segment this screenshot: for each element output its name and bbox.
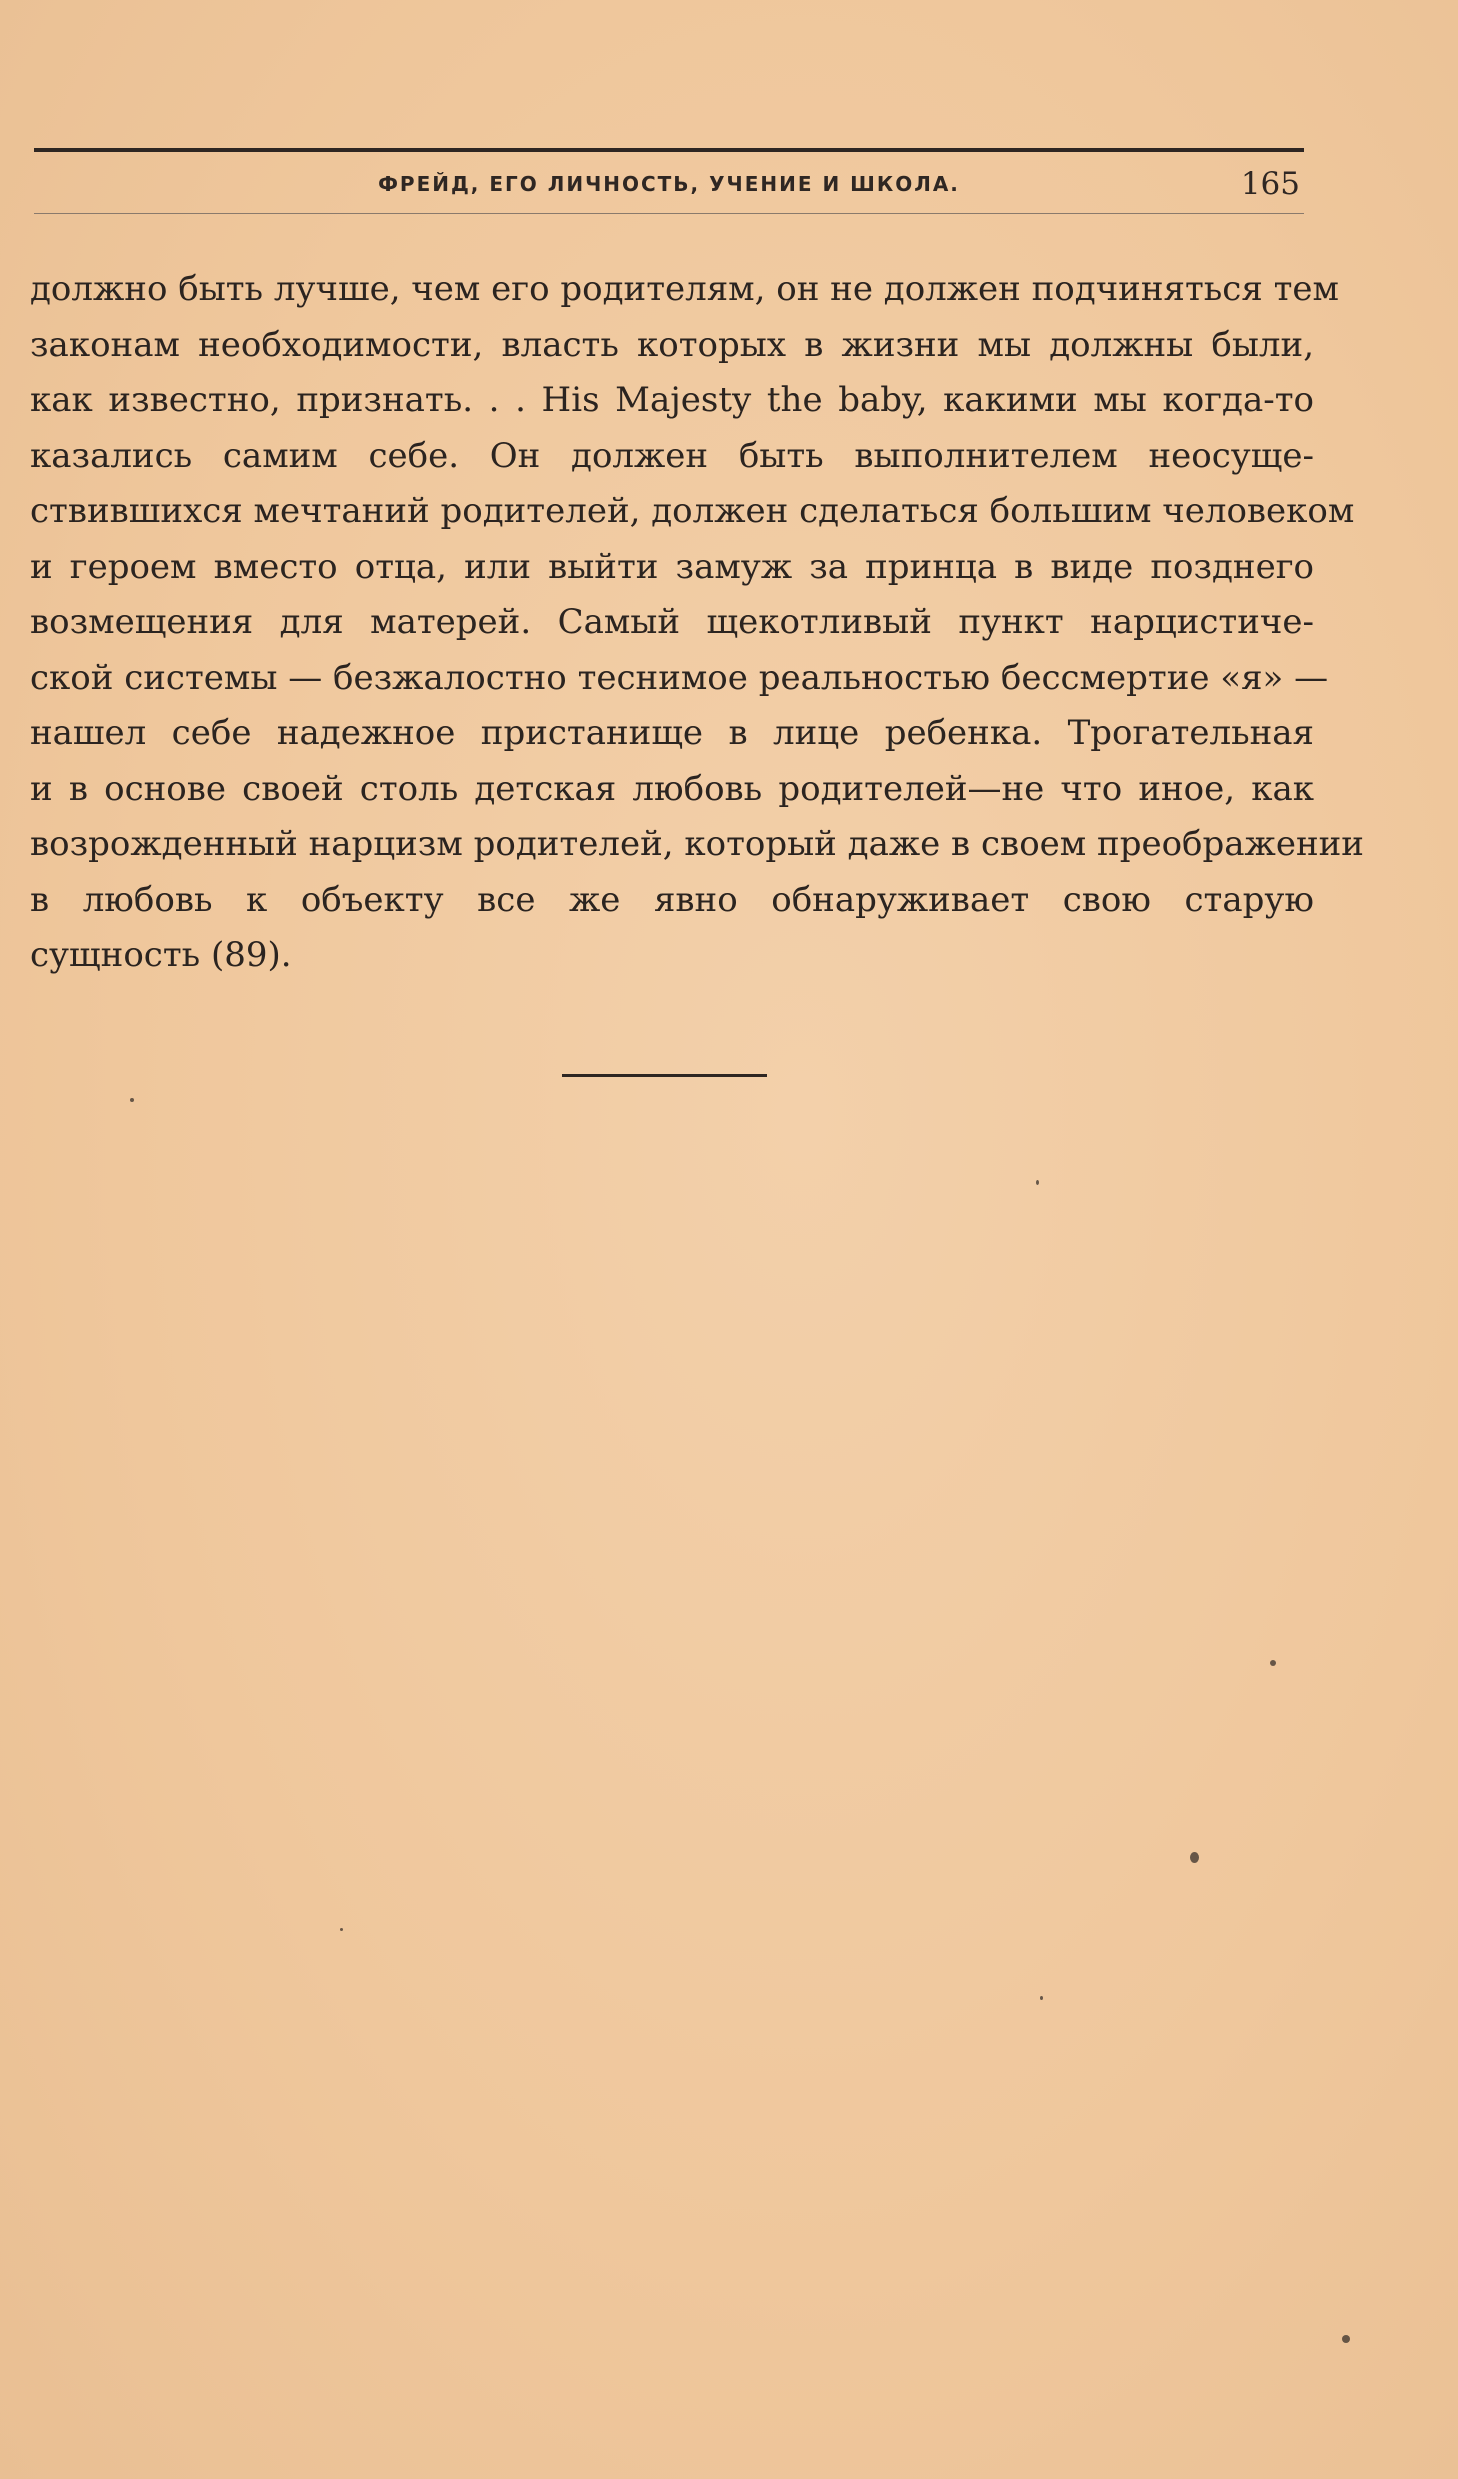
body-text bbox=[30, 262, 1364, 984]
text-line: должно быть лучше, чем его родителям, он не должен подчиняться тем bbox=[30, 269, 1339, 309]
paper-speck bbox=[1342, 2335, 1350, 2343]
paper-speck bbox=[130, 1098, 134, 1102]
text-line: возрожденный нарцизм родителей, который даже в своем преображении bbox=[30, 824, 1364, 864]
text-line: ствившихся мечтаний родителей, должен сделаться большим человеком bbox=[30, 491, 1355, 531]
running-title: ФРЕЙД, ЕГО ЛИЧНОСТЬ, УЧЕНИЕ И ШКОЛА. bbox=[378, 172, 960, 196]
running-header bbox=[34, 166, 1304, 206]
paper-speck bbox=[1040, 1996, 1043, 2000]
text-line: нашел себе надежное пристанище в лице ребенка. Трогательная bbox=[30, 713, 1314, 753]
text-line: как известно, признать. . . His Majesty the baby, какими мы когда-то bbox=[30, 380, 1314, 420]
paper-speck bbox=[1036, 1180, 1039, 1185]
text-line: казались самим себе. Он должен быть выполнителем неосуще- bbox=[30, 435, 1314, 476]
header-bottom-rule bbox=[34, 213, 1304, 214]
text-line: возмещения для матерей. Самый щекотливый пункт нарцистиче- bbox=[30, 602, 1314, 642]
paper-speck bbox=[1190, 1852, 1199, 1863]
text-line: законам необходимости, власть которых в жизни мы должны были, bbox=[30, 324, 1314, 365]
text-line: в любовь к объекту все же явно обнаруживает свою старую bbox=[30, 879, 1314, 920]
text-line: ской системы — безжалостно теснимое реальностью бессмертие «я» — bbox=[30, 657, 1329, 698]
text-line: и в основе своей столь детская любовь родителей—не что иное, как bbox=[30, 768, 1314, 809]
text-line: сущность (89). bbox=[30, 935, 292, 975]
page-number: 165 bbox=[1240, 166, 1300, 202]
paper-speck bbox=[340, 1928, 343, 1931]
header-top-rule bbox=[34, 148, 1304, 152]
paper-speck bbox=[1270, 1660, 1276, 1666]
text-line: и героем вместо отца, или выйти замуж за принца в виде позднего bbox=[30, 546, 1314, 587]
section-end-rule bbox=[562, 1074, 767, 1077]
